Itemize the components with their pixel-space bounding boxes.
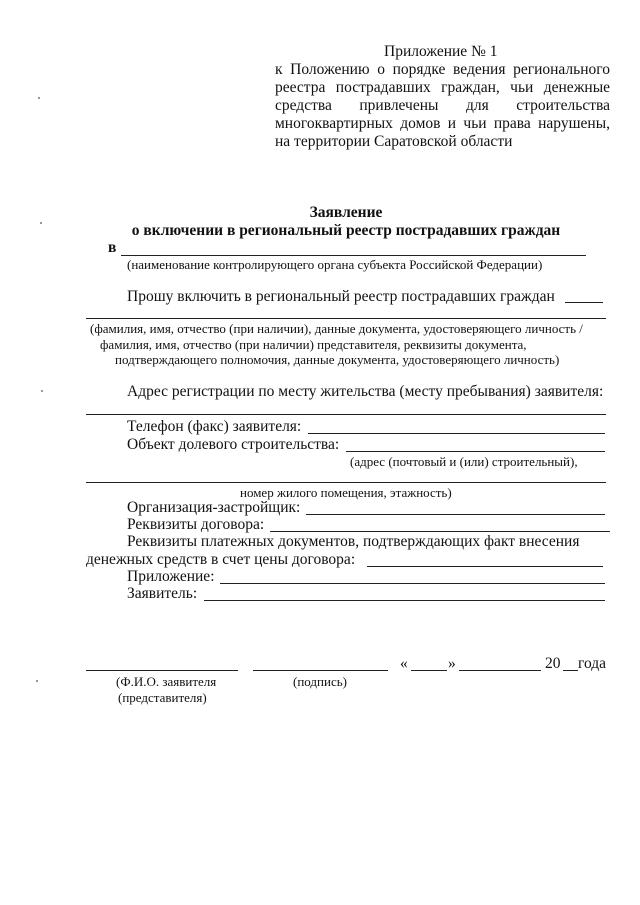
- appendix-line: реестра пострадавших граждан, чьи денежные: [275, 79, 610, 96]
- request-line-end[interactable]: [565, 302, 603, 303]
- appendix-line: многоквартирных домов и чьи права нарушены,: [275, 115, 610, 132]
- request-line[interactable]: [86, 318, 606, 319]
- contract-label: Реквизиты договора:: [127, 516, 265, 533]
- organ-caption: (наименование контролирующего органа субъекта Российской Федерации): [127, 257, 543, 272]
- request-caption-1: (фамилия, имя, отчество (при наличии), данные документа, удостоверяющего личность /: [90, 321, 583, 336]
- organ-line[interactable]: [121, 255, 586, 256]
- appendix-title: Приложение № 1: [384, 43, 498, 60]
- date-day-line[interactable]: [411, 670, 447, 671]
- date-year-suffix: года: [578, 655, 607, 672]
- payments-label-2: денежных средств в счет цены договора:: [86, 551, 356, 568]
- appendix-line: на территории Саратовской области: [275, 133, 513, 150]
- date-close-quote: »: [448, 655, 456, 672]
- developer-line[interactable]: [306, 514, 605, 515]
- object-caption-1: (адрес (почтовый и (или) строительный),: [350, 454, 578, 469]
- date-month-line[interactable]: [459, 670, 541, 671]
- contract-line[interactable]: [270, 531, 610, 532]
- developer-label: Организация-застройщик:: [127, 499, 301, 516]
- document-title: Заявление: [309, 204, 383, 221]
- date-year-line[interactable]: [563, 670, 578, 671]
- request-caption-3: подтверждающего полномочия, данные документа, удостоверяющего личность): [115, 352, 560, 367]
- attachment-line[interactable]: [220, 583, 605, 584]
- signature-caption: (подпись): [293, 674, 347, 689]
- scan-speck: [38, 97, 40, 99]
- phone-label: Телефон (факс) заявителя:: [127, 418, 302, 435]
- object-line[interactable]: [346, 451, 605, 452]
- applicant-label: Заявитель:: [127, 585, 198, 602]
- payments-line[interactable]: [367, 566, 603, 567]
- appendix-line: к Положению о порядке ведения регионального: [275, 61, 610, 78]
- payments-label-1: Реквизиты платежных документов, подтверждающих факт внесения: [127, 533, 580, 550]
- phone-line[interactable]: [308, 433, 605, 434]
- request-caption-2: фамилия, имя, отчество (при наличии) представителя, реквизиты документа,: [100, 337, 527, 352]
- request-text: Прошу включить в региональный реестр пострадавших граждан: [127, 288, 555, 305]
- applicant-line[interactable]: [204, 600, 605, 601]
- object-label: Объект долевого строительства:: [127, 436, 340, 453]
- signature-line[interactable]: [253, 670, 388, 671]
- address-label: Адрес регистрации по месту жительства (месту пребывания) заявителя:: [127, 383, 604, 400]
- date-open-quote: «: [400, 655, 408, 672]
- scan-speck: [41, 390, 43, 392]
- scan-speck: [40, 222, 42, 224]
- document-subtitle: о включении в региональный реестр пострадавших граждан: [131, 222, 561, 239]
- object-line-2[interactable]: [86, 482, 606, 483]
- appendix-text: [275, 61, 610, 151]
- attachment-label: Приложение:: [127, 568, 215, 585]
- to-prefix: в: [108, 239, 117, 256]
- fio-caption-1: (Ф.И.О. заявителя: [116, 674, 217, 689]
- appendix-line: средства привлечены для строительства: [275, 97, 610, 114]
- fio-caption-2: (представителя): [118, 690, 207, 705]
- scan-speck: [36, 680, 38, 682]
- address-line[interactable]: [86, 414, 606, 415]
- date-year-prefix: 20: [545, 655, 561, 672]
- object-caption-2: номер жилого помещения, этажность): [240, 485, 452, 500]
- fio-line[interactable]: [86, 670, 238, 671]
